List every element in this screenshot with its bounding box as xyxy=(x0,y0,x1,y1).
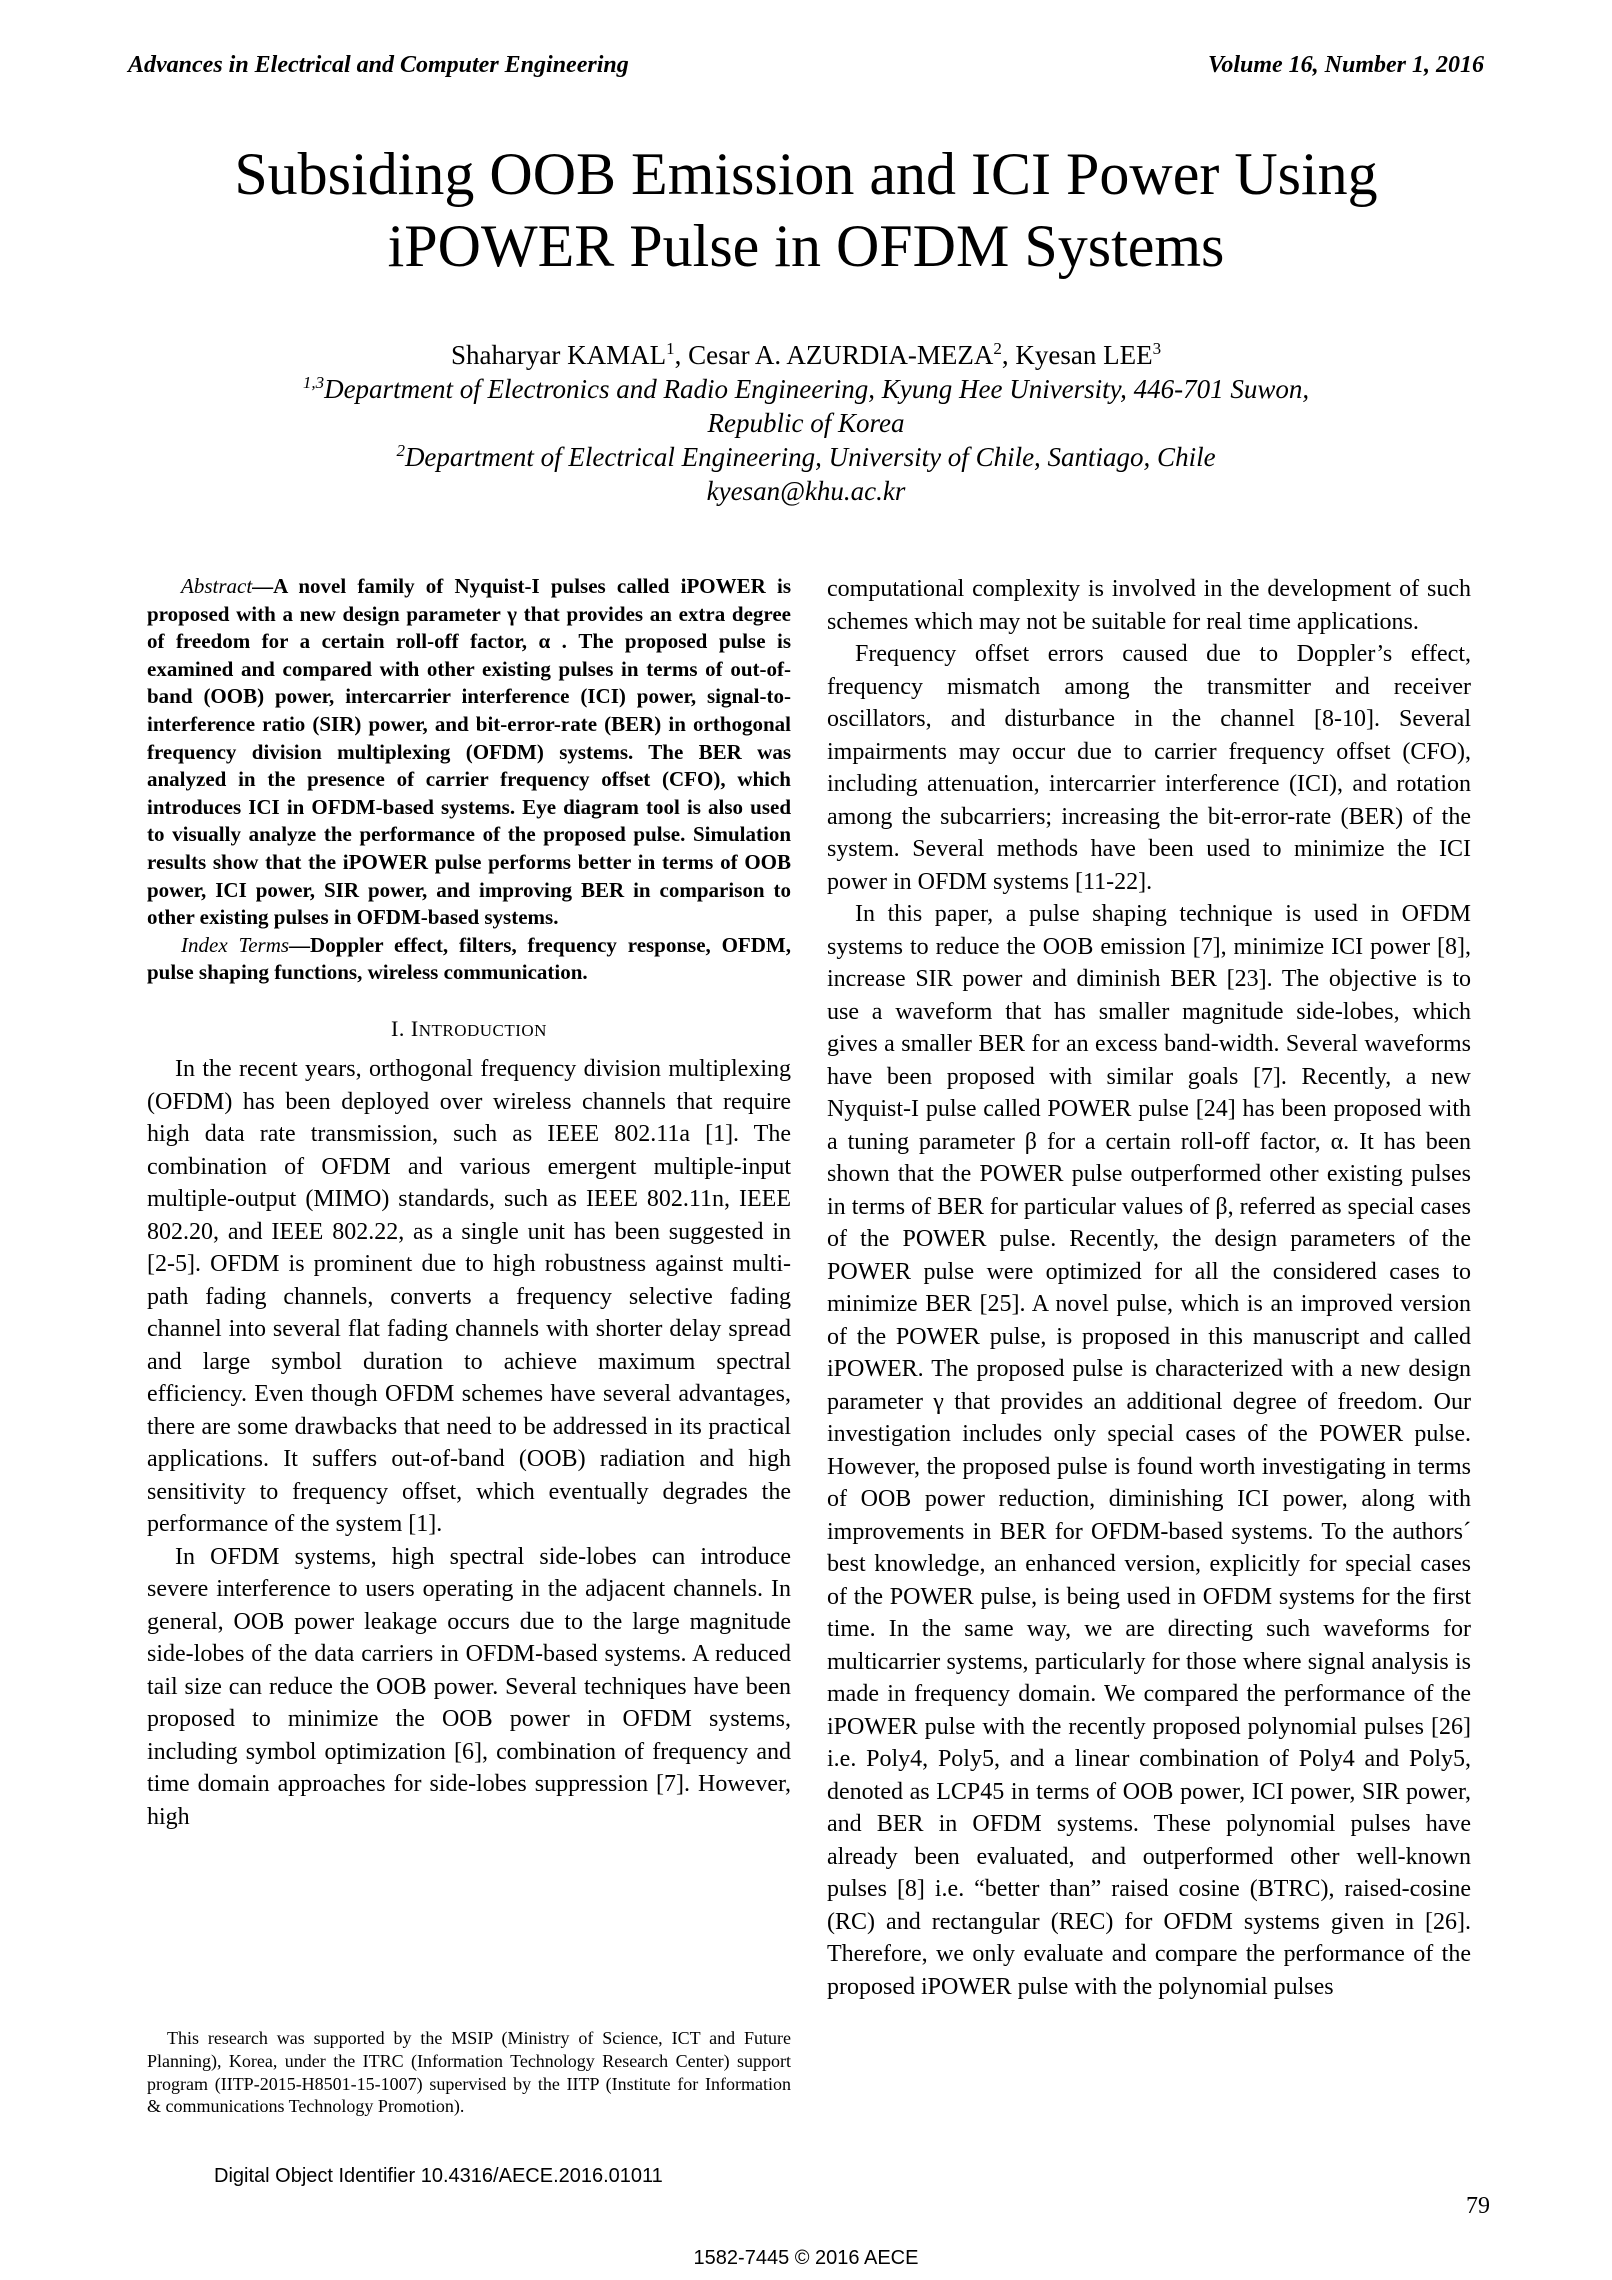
title-line-2: iPOWER Pulse in OFDM Systems xyxy=(387,213,1225,279)
copyright-notice: 1582-7445 © 2016 AECE xyxy=(693,2247,919,2269)
author-block xyxy=(140,338,1472,508)
author-names xyxy=(140,338,1472,372)
affiliation-1-sup: 1,3 xyxy=(302,373,325,392)
author-1: Shaharyar KAMAL xyxy=(450,340,667,370)
abstract-label: Abstract xyxy=(181,574,253,598)
author-2-sup: 2 xyxy=(993,339,1002,358)
affiliation-1: $^{1,3}$Department of Electronics and Radio Engineering, Kyung Hee University, 446-701 Suwon, xyxy=(302,373,1310,404)
left-column xyxy=(147,573,791,1833)
abstract xyxy=(147,573,791,932)
affiliation-2: $^2$Department of Electrical Engineering, University of Chile, Santiago, Chile xyxy=(396,441,1216,472)
affiliation-1-country: Republic of Korea xyxy=(707,408,905,438)
index-terms-label: Index Terms xyxy=(181,932,290,957)
affiliation-2-sup: 2 xyxy=(396,441,405,460)
section-heading-introduction: I. INTRODUCTION xyxy=(391,1015,547,1041)
author-2: , Cesar A. AZURDIA-MEZA xyxy=(674,340,994,370)
author-3-sup: 3 xyxy=(1152,339,1162,358)
paper-title xyxy=(100,138,1512,282)
page-number: 79 xyxy=(1466,2193,1490,2219)
author-1-sup: 1 xyxy=(666,339,675,358)
body-paragraph: computational complexity is involved in the development of such schemes which may not be suitable for real time applications. xyxy=(827,576,1471,635)
body-paragraph: In this paper, a pulse shaping technique is used in OFDM systems to reduce the OOB emission [7], minimize ICI power [8], increase SIR power and diminish BER [23]. The objective is to use a waveform that has smaller magnitude side-lobes, which gives a smaller BER for an excess band-width. Several waveforms have been proposed with similar goals [7]. Recently, a new Nyquist-I pulse called POWER pulse [24] has been proposed with a tuning parameter β for a certain roll-off factor, α. It has been shown that the POWER pulse outperformed other existing pulses in terms of BER for particular values of β, referred as special cases of the POWER pulse. Recently, the design parameters of the POWER pulse were optimized for all the considered cases to minimize BER [25]. A novel pulse, which is an improved version of the POWER pulse, is proposed in this manuscript and called iPOWER. The proposed pulse is characterized with a new design parameter γ that provides an additional degree of freedom. Our investigation includes only special cases of the POWER pulse. However, the proposed pulse is found worth investigating in terms of OOB power reduction, diminishing ICI power, along with improvements in BER for OFDM-based systems. To the authors´ best knowledge, an enhanced version, explicitly for special cases of the POWER pulse, is being used in OFDM systems for the first time. In the same way, we are directing such waveforms for multicarrier systems, particularly for those where signal analysis is made in frequency domain. We compared the performance of the iPOWER pulse with the recently proposed polynomial pulses [26] i.e. Poly4, Poly5, and a linear combination of Poly4 and Poly5, denoted as LCP45 in terms of OOB power, ICI power, SIR power, and BER in OFDM systems. These polynomial pulses have already been evaluated, and outperformed other well-known pulses [8] i.e. “better than” raised cosine (BTRC), raised-cosine (RC) and rectangular (REC) for OFDM systems given in [26]. Therefore, we only evaluate and compare the performance of the proposed iPOWER pulse with the polynomial pulses xyxy=(827,901,1471,2000)
body-paragraph: In the recent years, orthogonal frequency division multiplexing (OFDM) has been deployed over wireless channels that require high data rate transmission, such as IEEE 802.11a [1]. The combination of OFDM and various emergent multiple-input multiple-output (MIMO) standards, such as IEEE 802.11n, IEEE 802.20, and IEEE 802.22, as a single unit has been suggested in [2-5]. OFDM is prominent due to high robustness against multi-path fading channels, converts a frequency selective fading channel into several flat fading channels with shorter delay spread and large symbol duration to achieve maximum spectral efficiency. Even though OFDM schemes have several advantages, there are some drawbacks that need to be addressed in its practical applications. It suffers out-of-band (OOB) radiation and high sensitivity to frequency offset, which eventually degrades the performance of the system [1]. xyxy=(147,1056,791,1538)
body-paragraph: Frequency offset errors caused due to Doppler’s effect, frequency mismatch among the transmitter and receiver oscillators, and disturbance in the channel [8-10]. Several impairments may occur due to carrier frequency offset (CFO), including attenuation, intercarrier interference (ICI), and rotation among the subcarriers; increasing the bit-error-rate (BER) of the system. Several methods have been used to minimize the ICI power in OFDM systems [11-22]. xyxy=(827,641,1471,895)
title-line-1: Subsiding OOB Emission and ICI Power Using xyxy=(234,141,1378,207)
contact-email: kyesan@khu.ac.kr xyxy=(706,476,906,506)
index-terms-text: —Doppler effect, filters, frequency response, OFDM, pulse shaping functions, wireless communication. xyxy=(147,932,791,985)
abstract-text: —A novel family of Nyquist-I pulses called iPOWER is proposed with a new design parameter γ that provides an extra degree of freedom for a certain roll-off factor, α . The proposed pulse is examined and compared with other existing pulses in terms of out-of-band (OOB) power, intercarrier interference (ICI) power, signal-to-interference ratio (SIR) power, and bit-error-rate (BER) in orthogonal frequency division multiplexing (OFDM) systems. The BER was analyzed in the presence of carrier frequency offset (CFO), which introduces ICI in OFDM-based systems. Eye diagram tool is also used to visually analyze the performance of the proposed pulse. Simulation results show that the iPOWER pulse performs better in terms of OOB power, ICI power, SIR power, and improving BER in comparison to other existing pulses in OFDM-based systems. xyxy=(147,574,791,930)
volume-info: Volume 16, Number 1, 2016 xyxy=(1207,52,1484,78)
right-column xyxy=(827,573,1471,2003)
journal-name: Advances in Electrical and Computer Engineering xyxy=(128,52,629,78)
body-paragraph: In OFDM systems, high spectral side-lobes can introduce severe interference to users operating in the adjacent channels. In general, OOB power leakage occurs due to the large magnitude side-lobes of the data carriers in OFDM-based systems. A reduced tail size can reduce the OOB power. Several techniques have been proposed to minimize the OOB power in OFDM systems, including symbol optimization [6], combination of frequency and time domain approaches for side-lobes suppression [7]. However, high xyxy=(147,1543,791,1830)
author-3: , Kyesan LEE xyxy=(1001,340,1153,370)
running-header xyxy=(128,52,1484,86)
index-terms xyxy=(147,932,791,987)
doi: Digital Object Identifier 10.4316/AECE.2016.01011 xyxy=(214,2165,663,2187)
funding-footnote: This research was supported by the MSIP (Ministry of Science, ICT and Future Planning), Korea, under the ITRC (Information Technology Research Center) support program (IITP-2015-H8501-15-1007) supervised by the IITP (Institute for Information & communications Technology Promotion). xyxy=(147,2028,791,2117)
